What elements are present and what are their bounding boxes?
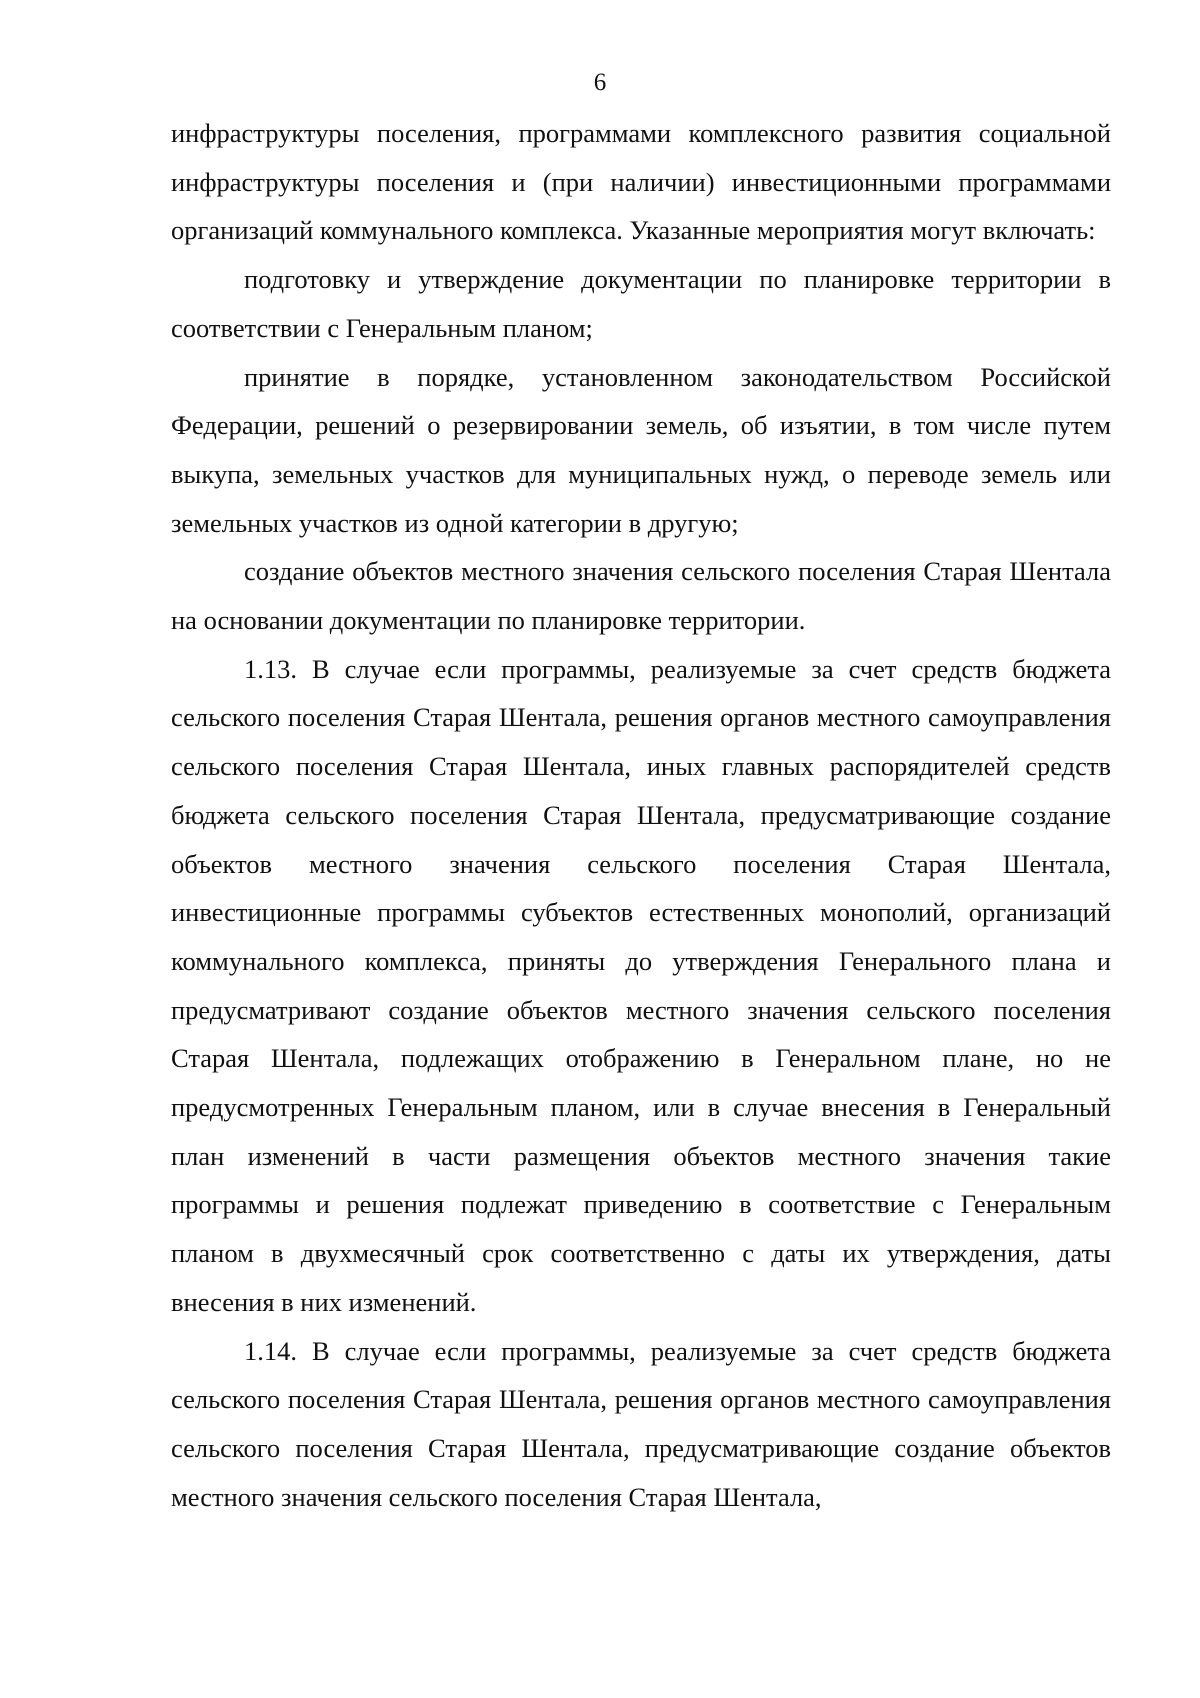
paragraph-continuation: инфраструктуры поселения, программами комплексного развития социальной инфраструктуры поселения и (при наличии) инвестиционными программами организаций коммунального комплекса. Указанные мероприятия могут включать: (171, 118, 1111, 246)
page-number: 6 (593, 69, 607, 96)
paragraph-object-creation: создание объектов местного значения сельского поселения Старая Шентала на основании документации по планировке территории. (171, 556, 1111, 636)
document-body (171, 109, 1111, 1521)
paragraph-land-reservation: принятие в порядке, установленном законодательством Российской Федерации, решений о резервировании земель, об изъятии, в том числе путем выкупа, земельных участков для муниципальных нужд, о переводе земель или земельных участков из одной категории в другую; (171, 361, 1111, 538)
paragraph-1-13: 1.13. В случае если программы, реализуемые за счет средств бюджета сельского поселения Старая Шентала, решения органов местного самоуправления сельского поселения Старая Шентала, иных главных распорядителей средств бюджета сельского поселения Старая Шентала, предусматривающие создание объектов местного значения сельского поселения Старая Шентала, инвестиционные программы субъектов естественных монополий, организаций коммунального комплекса, приняты до утверждения Генерального плана и предусматривают создание объектов местного значения сельского поселения Старая Шентала, подлежащих отображению в Генеральном плане, но не предусмотренных Генеральным планом, или в случае внесения в Генеральный план изменений в части размещения объектов местного значения такие программы и решения подлежат приведению в соответствие с Генеральным планом в двухмесячный срок соответственно с даты их утверждения, даты внесения в них изменений. (171, 653, 1111, 1317)
paragraph-1-14: 1.14. В случае если программы, реализуемые за счет средств бюджета сельского поселения Старая Шентала, решения органов местного самоуправления сельского поселения Старая Шентала, предусматривающие создание объектов местного значения сельского поселения Старая Шентала, (171, 1335, 1111, 1512)
paragraph-documentation-preparation: подготовку и утверждение документации по планировке территории в соответствии с Генеральным планом; (171, 264, 1111, 343)
